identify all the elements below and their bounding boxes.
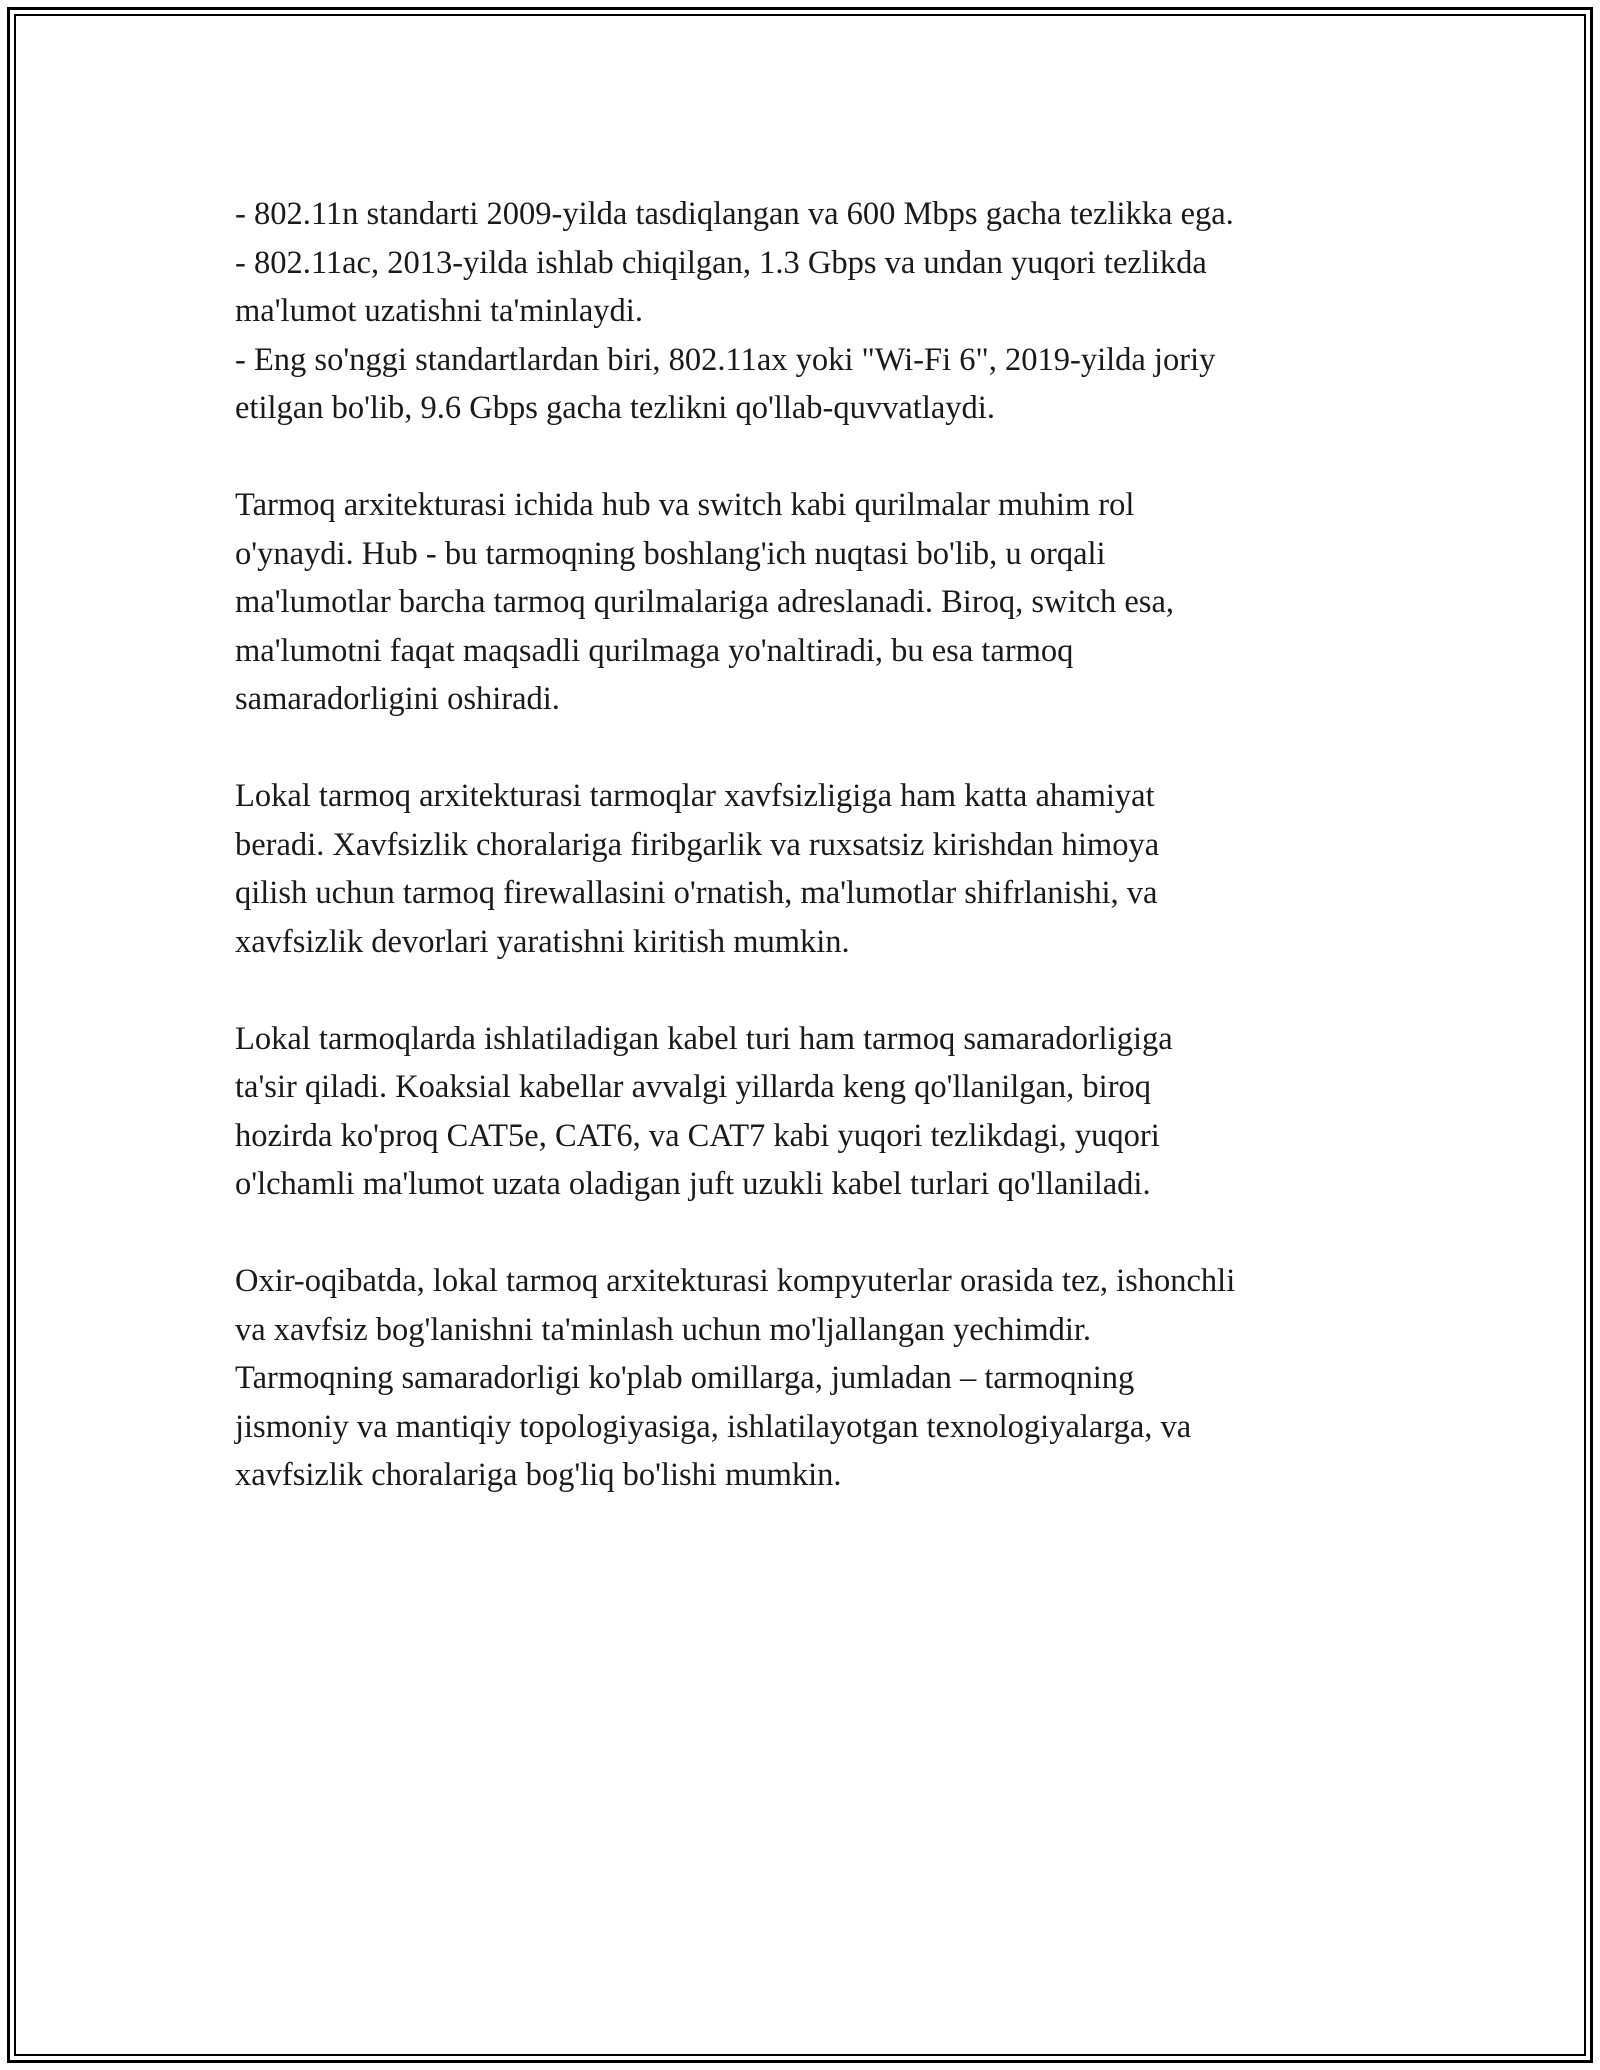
paragraph-2 (235, 481, 1375, 724)
text-line: samaradorligini oshiradi. (235, 681, 560, 717)
text-line: Tarmoq arxitekturasi ichida hub va switch kabi qurilmalar muhim rol (235, 487, 1135, 523)
text-line: xavfsizlik devorlari yaratishni kiritish mumkin. (235, 923, 850, 960)
text-line: - 802.11ac, 2013-yilda ishlab chiqilgan, 1.3 Gbps va undan yuqori tezlikda (235, 244, 1207, 281)
document-body (235, 190, 1375, 1548)
text-line: ma'lumot uzatishni ta'minlaydi. (235, 293, 643, 329)
text-line: jismoniy va mantiqiy topologiyasiga, ishlatilayotgan texnologiyalarga, va (235, 1408, 1192, 1445)
text-line: o'lchamli ma'lumot uzata oladigan juft uzukli kabel turlari qo'llaniladi. (235, 1166, 1151, 1202)
text-line: ma'lumotni faqat maqsadli qurilmaga yo'naltiradi, bu esa tarmoq (235, 632, 1074, 669)
text-line: Oxir-oqibatda, lokal tarmoq arxitekturasi kompyuterlar orasida tez, ishonchli (235, 1263, 1236, 1299)
text-line: o'ynaydi. Hub - bu tarmoqning boshlang'ich nuqtasi bo'lib, u orqali (235, 535, 1106, 572)
text-line: Tarmoqning samaradorligi ko'plab omillarga, jumladan – tarmoqning (235, 1360, 1135, 1396)
text-line: Lokal tarmoq arxitekturasi tarmoqlar xavfsizligiga ham katta ahamiyat (235, 778, 1155, 814)
text-line: etilgan bo'lib, 9.6 Gbps gacha tezlikni qo'llab-quvvatlaydi. (235, 390, 995, 426)
text-line: qilish uchun tarmoq firewallasini o'rnatish, ma'lumotlar shifrlanishi, va (235, 875, 1158, 911)
paragraph-3 (235, 772, 1375, 966)
text-line: Lokal tarmoqlarda ishlatiladigan kabel turi ham tarmoq samaradorligiga (235, 1020, 1173, 1057)
paragraph-5 (235, 1257, 1375, 1500)
paragraph-1 (235, 190, 1375, 433)
text-line: xavfsizlik choralariga bog'liq bo'lishi mumkin. (235, 1457, 842, 1493)
text-line: beradi. Xavfsizlik choralariga firibgarlik va ruxsatsiz kirishdan himoya (235, 826, 1160, 863)
text-line: - 802.11n standarti 2009-yilda tasdiqlangan va 600 Mbps gacha tezlikka ega. (235, 196, 1234, 232)
text-line: - Eng so'nggi standartlardan biri, 802.11ax yoki "Wi-Fi 6", 2019-yilda joriy (235, 341, 1216, 378)
text-line: va xavfsiz bog'lanishni ta'minlash uchun mo'ljallangan yechimdir. (235, 1311, 1092, 1348)
text-line: hozirda ko'proq CAT5e, CAT6, va CAT7 kabi yuqori tezlikdagi, yuqori (235, 1117, 1160, 1154)
text-line: ma'lumotlar barcha tarmoq qurilmalariga adreslanadi. Biroq, switch esa, (235, 584, 1175, 620)
paragraph-4 (235, 1015, 1375, 1209)
text-line: ta'sir qiladi. Koaksial kabellar avvalgi yillarda keng qo'llanilgan, biroq (235, 1069, 1152, 1105)
